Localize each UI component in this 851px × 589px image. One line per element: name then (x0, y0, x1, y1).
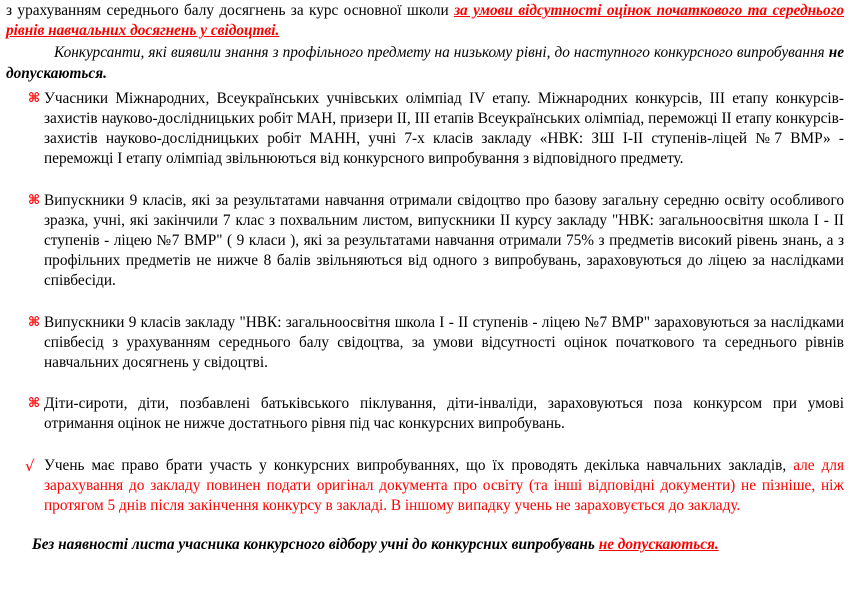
list-item-olympiad-winners (6, 89, 844, 170)
list-item-text: Діти-сироти, діти, позбавлені батьківського піклування, діти-інваліди, зараховуються поза конкурсом при умові отримання оцінок не нижче достатнього рівня під час конкурсних випробувань. (44, 395, 844, 433)
admission-rule-text: Конкурсанти, які виявили знання з профільного предмету на низькому рівні, до наступного конкурсного випробування (54, 44, 829, 62)
list-item-honor-graduates (6, 191, 844, 292)
check-mark-icon: √ (25, 456, 35, 475)
list-item-text: Учасники Міжнародних, Всеукраїнських учнівських олімпіад IV етапу. Міжнародних конкурсів, ІІІ етапу конкурсів-захистів науково-дослідницьких робіт МАН, призери ІІ, ІІІ етапів Всеукраїнських олімпіад, переможці ІІ етапу конкурсів-захистів науково-дослідницьких робіт МАНН, учні 7-х класів закладу «НВК: ЗШ І-ІІ ступенів-ліцей №7 ВМР» - переможці І етапу олімпіад звільнюються від конкурсного випробування з відповідного предмету. (44, 89, 844, 168)
note-paragraph (6, 456, 844, 517)
list-item-text: Випускники 9 класів, які за результатами навчання отримали свідоцтво про базову загальну середню освіту особливого зразка, учні, які закінчили 7 клас з похвальним листом, випускники ІІ курсу закладу "НВК: загальноосвітня школа І - ІІ ступенів - ліцею №7 ВМР" ( 9 класи ), які за результатами навчання отримали 75% з предметів високий рівень знань, а з профільних предметів не нижче 8 балів звільняються від одного з випробувань, зараховуються до ліцею за наслідками співбесіди. (44, 191, 844, 290)
intro-text: з урахуванням середнього балу досягнень за курс основної школи (6, 2, 455, 19)
command-bullet-icon: ⌘ (28, 396, 41, 412)
document-body (6, 1, 844, 555)
final-text: Без наявності листа учасника конкурсного відбору учні до конкурсних випробувань (32, 536, 599, 554)
admission-rule-paragraph (6, 43, 844, 83)
list-item-school-graduates (6, 313, 844, 374)
note-warning-text: але для зарахування до закладу повинен подати оригінал документа про освіту (та інші відповідні документи) не пізніше, ніж протягом 5 днів після закінчення конкурсу в закладі. В іншому випадку учень не зараховується до закладу. (44, 456, 844, 515)
command-bullet-icon: ⌘ (28, 90, 41, 106)
note-text: Учень має право брати участь у конкурсних випробуваннях, що їх проводять декілька навчальних закладів, (44, 456, 794, 474)
list-item-text: Випускники 9 класів закладу "НВК: загальноосвітня школа І - ІІ ступенів - ліцею №7 ВМР" зараховуються за наслідками співбесід з урахуванням середнього балу свідоцтва, за умови відсутності оцінок початкового та середнього рівнів навчальних досягнень у свідоцтві. (44, 313, 844, 372)
command-bullet-icon: ⌘ (28, 192, 41, 208)
intro-condition-emphasis: за умови відсутності оцінок початкового та середнього рівнів навчальних досягнень у свідоцтві. (6, 2, 844, 40)
final-statement (6, 535, 844, 555)
intro-paragraph (6, 1, 844, 41)
final-not-admitted-emphasis: не допускаються. (598, 536, 719, 554)
list-item-orphans (6, 394, 844, 434)
not-admitted-emphasis: не допускаються. (6, 44, 844, 82)
command-bullet-icon: ⌘ (28, 314, 41, 330)
